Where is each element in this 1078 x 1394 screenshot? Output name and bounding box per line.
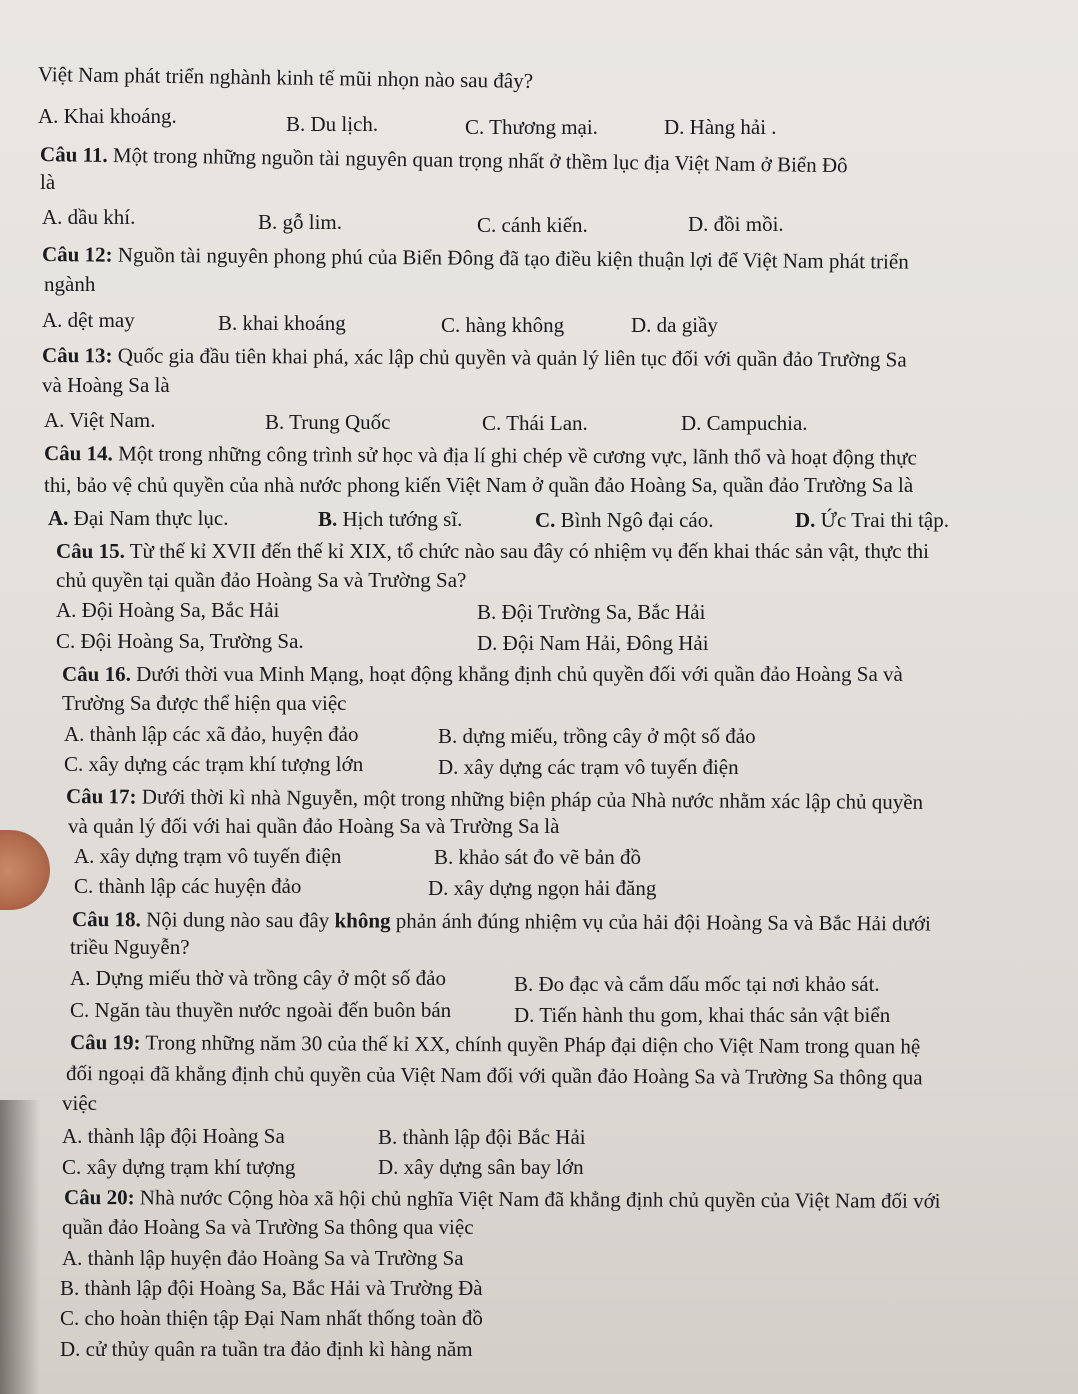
question-text: Một trong những nguồn tài nguyên quan trọng nhất ở thềm lục địa Việt Nam ở Biển Đô	[107, 142, 848, 178]
option-c: C. Bình Ngô đại cáo.	[535, 508, 714, 532]
option-c: C. cánh kiến.	[477, 213, 588, 237]
question-text-c: phản ánh đúng nhiệm vụ của hải đội Hoàng Sa và Bắc Hải dưới	[390, 908, 931, 936]
option-c: C. Đội Hoàng Sa, Trường Sa.	[56, 629, 304, 653]
option-b: B. thành lập đội Bắc Hải	[378, 1125, 586, 1149]
option-a: A. dệt may	[42, 308, 135, 332]
question-label: Câu 11.	[39, 142, 108, 167]
option-d: D. Đội Nam Hải, Đông Hải	[477, 631, 709, 655]
question-15	[56, 539, 929, 563]
option-c: C. Ngăn tàu thuyền nước ngoài đến buôn bán	[70, 998, 452, 1022]
option-b: B. khai khoáng	[218, 311, 346, 335]
option-c: C. hàng không	[441, 313, 565, 337]
question-18	[72, 907, 931, 935]
option-b: B. Đo đạc và cắm dấu mốc tại nơi khảo sát.	[514, 972, 880, 996]
question-12	[42, 242, 909, 274]
question-label: Câu 16.	[62, 662, 131, 686]
question-text: Nhà nước Cộng hòa xã hội chủ nghĩa Việt Nam đã khẳng định chủ quyền của Việt Nam đối với	[134, 1185, 941, 1213]
option-c: C. Thái Lan.	[482, 411, 588, 435]
question-text: Trong những năm 30 của thế kỉ XX, chính quyền Pháp đại diện cho Việt Nam trong quan hệ	[140, 1030, 921, 1059]
question-15-cont: chủ quyền tại quần đảo Hoàng Sa và Trường Sa?	[56, 568, 467, 592]
question-label: Câu 19:	[69, 1030, 141, 1055]
question-11-cont: là	[40, 170, 56, 194]
option-d: D. Hàng hải .	[664, 115, 777, 139]
question-text: Quốc gia đầu tiên khai phá, xác lập chủ quyền và quản lý liên tục đối với quần đảo Trường Sa	[112, 343, 907, 372]
option-a: A. thành lập đội Hoàng Sa	[62, 1124, 285, 1148]
option-d: D. xây dựng sân bay lớn	[378, 1155, 584, 1179]
question-label: Câu 20:	[63, 1185, 135, 1210]
question-16	[62, 662, 903, 686]
option-d: D. xây dựng ngọn hải đăng	[428, 876, 657, 900]
question-18-cont: triều Nguyễn?	[70, 935, 190, 959]
question-13	[42, 343, 907, 372]
question-label: Câu 14.	[43, 441, 113, 466]
question-label: Câu 12:	[41, 242, 113, 267]
option-b: B. khảo sát đo vẽ bản đồ	[434, 845, 642, 869]
option-b: B. Du lịch.	[286, 112, 379, 136]
question-intro-text: Việt Nam phát triển nghành kinh tế mũi nhọn nào sau đây?	[37, 62, 534, 93]
question-label: Câu 18.	[71, 907, 141, 932]
question-17	[66, 784, 923, 814]
question-14	[44, 441, 917, 470]
option-d: D. da giầy	[631, 313, 718, 337]
option-b: B. thành lập đội Hoàng Sa, Bắc Hải và Trường Đà	[60, 1276, 483, 1300]
question-19-cont: đối ngoại đã khẳng định chủ quyền của Việt Nam đối với quần đảo Hoàng Sa và Trường Sa thông qua	[65, 1061, 923, 1090]
option-c: C. cho hoàn thiện tập Đại Nam nhất thống toàn đồ	[60, 1306, 483, 1330]
option-b: B. Đội Trường Sa, Bắc Hải	[477, 600, 706, 624]
question-20	[64, 1185, 941, 1213]
option-a: A. xây dựng trạm vô tuyến điện	[74, 844, 342, 868]
question-11	[40, 142, 848, 177]
option-d: D. Campuchia.	[681, 411, 808, 435]
question-12-cont: ngành	[44, 272, 96, 296]
question-text: Từ thế kỉ XVII đến thế kỉ XIX, tổ chức nào sau đây có nhiệm vụ đến khai thác sản vật, thực thi	[124, 539, 929, 563]
option-c: C. thành lập các huyện đảo	[74, 874, 302, 898]
option-d: D. Ức Trai thi tập.	[795, 508, 949, 532]
option-b: B. gỗ lim.	[258, 210, 343, 234]
option-a: A. thành lập huyện đảo Hoàng Sa và Trường Sa	[62, 1246, 464, 1270]
question-17-cont: và quản lý đối với hai quần đảo Hoàng Sa và Trường Sa là	[68, 814, 560, 838]
option-c: C. xây dựng trạm khí tượng	[62, 1155, 296, 1179]
question-label: Câu 17:	[65, 784, 137, 809]
question-text: Nguồn tài nguyên phong phú của Biển Đông đã tạo điều kiện thuận lợi để Việt Nam phát triển	[112, 242, 909, 274]
question-19	[70, 1030, 920, 1058]
option-d: D. cử thủy quân ra tuần tra đảo định kì hàng năm	[60, 1337, 473, 1361]
question-13-cont: và Hoàng Sa là	[42, 373, 170, 397]
option-b: B. dựng miếu, trồng cây ở một số đảo	[438, 724, 756, 748]
option-d: D. xây dựng các trạm vô tuyến điện	[438, 755, 739, 779]
question-text: Dưới thời kì nhà Nguyễn, một trong những biện pháp của Nhà nước nhằm xác lập chủ quyền	[136, 784, 924, 814]
question-20-cont: quần đảo Hoàng Sa và Trường Sa thông qua việc	[62, 1215, 474, 1239]
option-a: A. thành lập các xã đảo, huyện đảo	[64, 722, 359, 746]
option-c: C. xây dựng các trạm khí tượng lớn	[64, 752, 364, 776]
question-label: Câu 15.	[56, 539, 125, 563]
option-a: A. Đội Hoàng Sa, Bắc Hải	[56, 598, 280, 622]
option-c: C. Thương mại.	[465, 115, 598, 139]
option-b: B. Hịch tướng sĩ.	[318, 507, 463, 531]
option-a: A. dầu khí.	[42, 205, 136, 229]
question-14-cont: thi, bảo vệ chủ quyền của nhà nước phong kiến Việt Nam ở quần đảo Hoàng Sa, quần đảo Trường Sa là	[44, 473, 914, 497]
option-d: D. đồi mồi.	[688, 212, 784, 236]
question-label: Câu 13:	[41, 343, 113, 368]
option-a: A. Đại Nam thực lục.	[48, 506, 229, 530]
negation-emphasis: không	[334, 908, 391, 933]
question-text-a: Nội dung nào sau đây	[140, 907, 335, 933]
option-a: A. Khai khoáng.	[38, 104, 177, 128]
question-19-cont2: việc	[62, 1091, 97, 1115]
option-d: D. Tiến hành thu gom, khai thác sản vật biển	[514, 1003, 891, 1027]
option-a: A. Dựng miếu thờ và trồng cây ở một số đảo	[70, 966, 446, 990]
question-text: Dưới thời vua Minh Mạng, hoạt động khẳng định chủ quyền đối với quần đảo Hoàng Sa và	[130, 662, 903, 686]
option-a: A. Việt Nam.	[44, 408, 156, 432]
question-text: Một trong những công trình sử học và địa lí ghi chép về cương vực, lãnh thổ và hoạt động thực	[112, 441, 917, 470]
question-16-cont: Trường Sa được thể hiện qua việc	[62, 691, 347, 715]
option-b: B. Trung Quốc	[265, 410, 391, 434]
